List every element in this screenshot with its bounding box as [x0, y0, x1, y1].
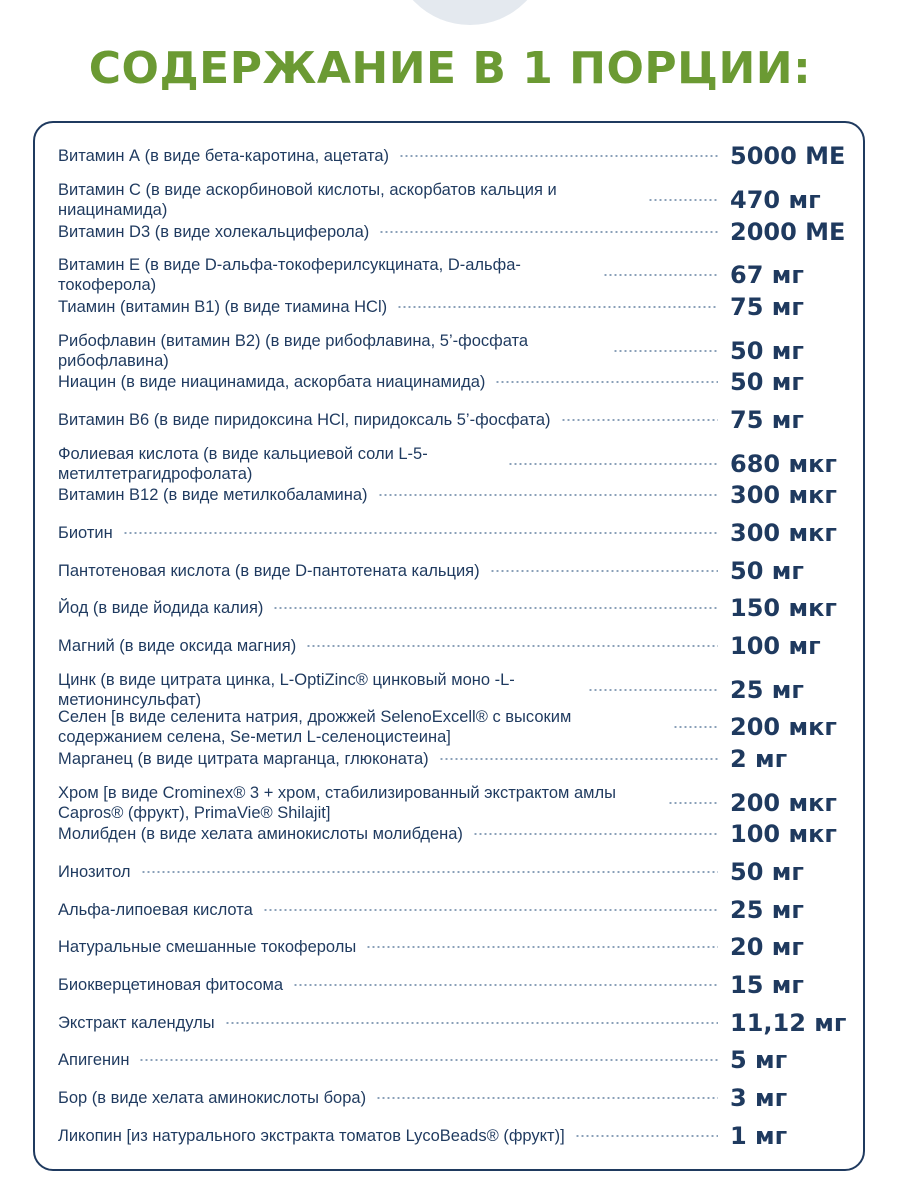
nutrient-name: Витамин С (в виде аскорбиновой кислоты, аскорбатов кальция и ниацинамида) [58, 181, 557, 219]
nutrient-amount: 11,12 мг [730, 1009, 847, 1037]
nutrient-name: Молибден (в виде хелата аминокислоты молибдена) [58, 825, 463, 843]
nutrient-row [58, 293, 848, 321]
nutrient-amount: 680 мкг [730, 450, 837, 478]
nutrient-row [58, 896, 848, 924]
nutrient-row [58, 670, 848, 710]
dot-leader [366, 946, 718, 948]
dot-leader [495, 381, 718, 383]
nutrient-row [58, 1046, 848, 1074]
nutrient-name: Бор (в виде хелата аминокислоты бора) [58, 1089, 367, 1107]
dot-leader [668, 802, 718, 804]
nutrient-name: Альфа-липоевая кислота [58, 901, 253, 919]
dot-leader [588, 689, 718, 691]
page-title: СОДЕРЖАНИЕ В 1 ПОРЦИИ: [88, 43, 812, 94]
nutrient-amount: 200 мкг [730, 713, 837, 741]
nutrient-name: Тиамин (витамин B1) (в виде тиамина HCl) [58, 298, 388, 316]
nutrient-amount: 75 мг [730, 293, 804, 321]
dot-leader [561, 419, 718, 421]
nutrient-name: Апигенин [58, 1051, 130, 1069]
nutrient-name: Биокверцетиновая фитосома [58, 976, 284, 994]
nutrient-row [58, 632, 848, 660]
nutrient-amount: 100 мг [730, 632, 821, 660]
nutrient-row [58, 820, 848, 848]
nutrient-row [58, 481, 848, 509]
nutrient-row [58, 1009, 848, 1037]
nutrient-name: Хром [в виде Crominex® 3 + хром, стабилизированный экстрактом амлы Capros® (фрукт), PrimaVie® Shilajit] [58, 784, 616, 822]
nutrient-name: Натуральные смешанные токоферолы [58, 938, 357, 956]
nutrient-amount: 5000 МЕ [730, 142, 846, 170]
nutrient-row [58, 218, 848, 246]
nutrient-row [58, 783, 848, 823]
nutrient-name: Пантотеновая кислота (в виде D-пантотената кальция) [58, 562, 480, 580]
nutrient-name: Фолиевая кислота (в виде кальциевой соли L-5-метилтетрагидрофолата) [58, 445, 428, 483]
nutrient-table [33, 121, 865, 1171]
dot-leader [225, 1022, 718, 1024]
dot-leader [648, 199, 718, 201]
dot-leader [490, 570, 718, 572]
nutrient-row [58, 1084, 848, 1112]
nutrient-row [58, 331, 848, 371]
nutrient-row [58, 519, 848, 547]
nutrient-row [58, 406, 848, 434]
nutrient-amount: 25 мг [730, 896, 804, 924]
dot-leader [439, 758, 718, 760]
nutrient-row [58, 1122, 848, 1150]
nutrient-amount: 67 мг [730, 261, 804, 289]
nutrient-name: Селен [в виде селенита натрия, дрожжей SelenoExcell® с высоким содержанием селена, Se-метил L-селеноцистеина] [58, 708, 572, 746]
dot-leader [378, 494, 718, 496]
nutrient-name: Йод (в виде йодида калия) [58, 599, 264, 617]
dot-leader [399, 155, 718, 157]
nutrient-row [58, 745, 848, 773]
nutrient-row [58, 557, 848, 585]
nutrient-row [58, 858, 848, 886]
nutrient-amount: 50 мг [730, 557, 804, 585]
nutrient-amount: 100 мкг [730, 820, 837, 848]
nutrient-name: Инозитол [58, 863, 131, 881]
nutrient-amount: 300 мкг [730, 481, 837, 509]
nutrient-row [58, 444, 848, 484]
nutrient-amount: 25 мг [730, 676, 804, 704]
dot-leader [673, 726, 718, 728]
dot-leader [379, 231, 718, 233]
nutrient-name: Ликопин [из натурального экстракта томатов LycoBeads® (фрукт)] [58, 1127, 565, 1145]
nutrient-row [58, 368, 848, 396]
dot-leader [613, 350, 718, 352]
dot-leader [473, 833, 718, 835]
nutrient-row [58, 594, 848, 622]
nutrient-amount: 15 мг [730, 971, 804, 999]
nutrient-amount: 2000 МЕ [730, 218, 846, 246]
dot-leader [141, 871, 718, 873]
dot-leader [123, 532, 718, 534]
nutrient-amount: 2 мг [730, 745, 788, 773]
dot-leader [508, 463, 718, 465]
dot-leader [397, 306, 718, 308]
nutrient-name: Витамин B12 (в виде метилкобаламина) [58, 486, 368, 504]
dot-leader [575, 1135, 718, 1137]
nutrient-name: Экстракт календулы [58, 1014, 215, 1032]
dot-leader [139, 1059, 718, 1061]
nutrient-amount: 50 мг [730, 858, 804, 886]
nutrient-name: Магний (в виде оксида магния) [58, 637, 297, 655]
nutrient-row [58, 180, 848, 220]
nutrient-row [58, 142, 848, 170]
nutrient-name: Витамин Е (в виде D-альфа-токоферилсукцината, D-альфа-токоферола) [58, 256, 521, 294]
nutrient-name: Витамин B6 (в виде пиридоксина HCl, пиридоксаль 5’-фосфата) [58, 411, 551, 429]
nutrient-name: Биотин [58, 524, 113, 542]
nutrient-amount: 20 мг [730, 933, 804, 961]
nutrient-amount: 5 мг [730, 1046, 788, 1074]
nutrient-amount: 75 мг [730, 406, 804, 434]
nutrient-amount: 200 мкг [730, 789, 837, 817]
nutrient-amount: 150 мкг [730, 594, 837, 622]
nutrient-name: Цинк (в виде цитрата цинка, L-OptiZinc® цинковый моно -L-метионинсульфат) [58, 671, 515, 709]
nutrient-name: Рибофлавин (витамин B2) (в виде рибофлавина, 5’-фосфата рибофлавина) [58, 332, 529, 370]
nutrient-name: Витамин А (в виде бета-каротина, ацетата) [58, 147, 390, 165]
dot-leader [293, 984, 718, 986]
dot-leader [263, 909, 718, 911]
dot-leader [376, 1097, 718, 1099]
nutrient-row [58, 971, 848, 999]
top-decoration [392, 0, 548, 25]
dot-leader [273, 607, 718, 609]
nutrient-amount: 50 мг [730, 337, 804, 365]
nutrient-name: Марганец (в виде цитрата марганца, глюконата) [58, 750, 429, 768]
nutrient-amount: 50 мг [730, 368, 804, 396]
nutrient-amount: 300 мкг [730, 519, 837, 547]
nutrient-row [58, 707, 848, 747]
nutrient-row [58, 255, 848, 295]
nutrient-amount: 470 мг [730, 186, 821, 214]
nutrient-row [58, 933, 848, 961]
dot-leader [603, 274, 718, 276]
nutrient-amount: 1 мг [730, 1122, 788, 1150]
nutrient-name: Ниацин (в виде ниацинамида, аскорбата ниацинамида) [58, 373, 486, 391]
dot-leader [306, 645, 718, 647]
nutrient-amount: 3 мг [730, 1084, 788, 1112]
nutrient-name: Витамин D3 (в виде холекальциферола) [58, 223, 370, 241]
